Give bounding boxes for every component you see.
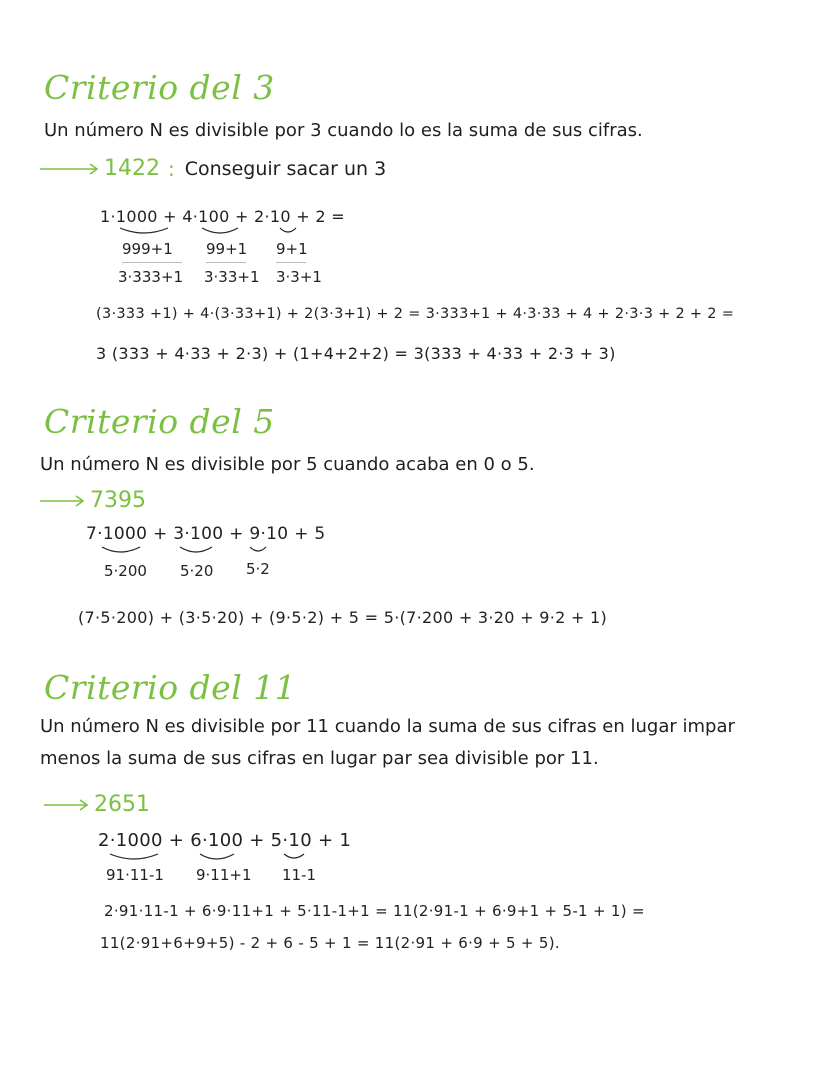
under-value: 5·200: [104, 562, 147, 580]
brace-underlines-3: [118, 226, 318, 238]
example-note: Conseguir sacar un 3: [184, 157, 387, 180]
under-value: 91·11-1: [106, 866, 164, 884]
example-row-5: [40, 488, 146, 513]
rule-criterio-5: Un número N es divisible por 5 cuando acaba en 0 o 5.: [40, 454, 535, 475]
derivation-line-11-2: 11(2·91+6+9+5) - 2 + 6 - 5 + 1 = 11(2·91 + 6·9 + 5 + 5).: [100, 934, 560, 952]
divider-line: [276, 262, 306, 263]
expansion-11: 2·1000 + 6·100 + 5·10 + 1: [98, 830, 352, 851]
under-value: 9+1: [276, 240, 308, 258]
under-value: 11-1: [282, 866, 317, 884]
example-row-11: [44, 792, 150, 817]
expansion-3: 1·1000 + 4·100 + 2·10 + 2 =: [100, 207, 345, 226]
under-value: 3·3+1: [276, 268, 322, 286]
rule-criterio-11-line-2: menos la suma de sus cifras en lugar par sea divisible por 11.: [40, 748, 599, 769]
under-value: 99+1: [206, 240, 248, 258]
brace-underlines-11: [108, 852, 328, 864]
under-value: 5·2: [246, 560, 270, 578]
title-criterio-11: Criterio del 11: [44, 668, 297, 707]
derivation-line-1: (3·333 +1) + 4·(3·33+1) + 2(3·3+1) + 2 = 3·333+1 + 4·3·33 + 4 + 2·3·3 + 2 + 2 =: [96, 306, 735, 322]
under-value: 999+1: [122, 240, 173, 258]
expansion-5: 7·1000 + 3·100 + 9·10 + 5: [86, 524, 326, 544]
derivation-line-5: (7·5·200) + (3·5·20) + (9·5·2) + 5 = 5·(7·200 + 3·20 + 9·2 + 1): [78, 608, 608, 627]
under-value: 5·20: [180, 562, 214, 580]
example-row-3: [40, 156, 386, 181]
arrow-right-icon: [40, 162, 100, 176]
example-number: 7395: [90, 488, 146, 513]
rule-criterio-3: Un número N es divisible por 3 cuando lo es la suma de sus cifras.: [44, 120, 643, 141]
derivation-line-11-1: 2·91·11-1 + 6·9·11+1 + 5·11-1+1 = 11(2·91-1 + 6·9+1 + 5-1 + 1) =: [104, 902, 645, 920]
under-value: 9·11+1: [196, 866, 252, 884]
example-number: 2651: [94, 792, 150, 817]
brace-underlines-5: [100, 545, 300, 557]
title-criterio-5: Criterio del 5: [44, 402, 275, 441]
title-criterio-3: Criterio del 3: [44, 68, 275, 107]
under-value: 3·333+1: [118, 268, 184, 286]
example-separator: :: [168, 156, 175, 181]
divider-line: [122, 262, 182, 263]
divider-line: [206, 262, 246, 263]
arrow-right-icon: [40, 494, 86, 508]
example-number: 1422: [104, 156, 160, 181]
derivation-line-2: 3 (333 + 4·33 + 2·3) + (1+4+2+2) = 3(333 + 4·33 + 2·3 + 3): [96, 344, 616, 363]
arrow-right-icon: [44, 798, 90, 812]
under-value: 3·33+1: [204, 268, 260, 286]
rule-criterio-11-line-1: Un número N es divisible por 11 cuando la suma de sus cifras en lugar impar: [40, 716, 735, 737]
